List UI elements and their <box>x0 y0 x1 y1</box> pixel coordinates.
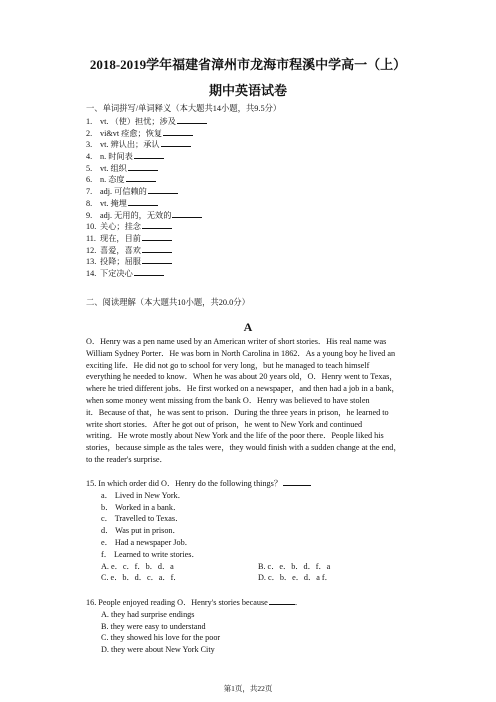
item-number: 14. <box>86 268 97 278</box>
question-15 <box>86 478 416 584</box>
answer-choice[interactable]: A. they had surprise endings <box>101 609 195 619</box>
question-stem: 16. People enjoyed reading O．Henry's stories because <box>86 598 268 607</box>
answer-blank[interactable] <box>126 174 156 182</box>
answer-choice[interactable]: B. they were easy to understand <box>101 621 206 631</box>
passage-line: everything he needed to know．When he was about 20 years old，O．Henry went to Texas， <box>86 372 398 382</box>
item-text: adj. 可信赖的 <box>100 187 147 197</box>
item-text: vt. 掩埋 <box>100 198 127 208</box>
answer-blank[interactable] <box>177 116 207 124</box>
item-number: 4. <box>86 152 93 162</box>
answer-blank[interactable] <box>148 186 178 194</box>
passage-heading: A <box>243 320 253 334</box>
item-text: vt. 辨认出；承认 <box>100 140 160 150</box>
reading-passage <box>86 336 416 466</box>
answer-choice[interactable]: A. e．c．f．b．d．a <box>101 561 174 571</box>
item-text: 喜爱，喜欢 <box>100 245 141 255</box>
answer-blank[interactable] <box>163 128 193 136</box>
answer-choice[interactable]: D. c．b．e．d．a f． <box>258 573 333 583</box>
item-text: 现在，目前 <box>100 233 141 243</box>
page-title-line1: 2018-2019学年福建省漳州市龙海市程溪中学高一（上） <box>89 57 407 72</box>
answer-choice[interactable]: D. they were about New York City <box>101 645 215 655</box>
answer-blank[interactable] <box>142 245 172 253</box>
passage-line: O．Henry was a pen name used by an American writer of short stories．His real name was <box>86 337 387 346</box>
item-number: 3. <box>86 140 93 150</box>
item-text: vt. （使）担忧；涉及 <box>100 117 176 126</box>
answer-blank[interactable] <box>128 163 158 171</box>
item-text: n. 时间表 <box>100 152 133 162</box>
vocab-item <box>86 186 416 198</box>
answer-blank[interactable] <box>142 256 172 264</box>
event-option: d． Was put in prison． <box>101 526 181 536</box>
item-number: 13. <box>86 257 97 267</box>
answer-choice[interactable]: B. c．e．b．d．f．a <box>258 561 331 571</box>
passage-line: stories，because simple as the tales were，they would finish with a sudden change at the end， <box>86 443 402 453</box>
item-text: 下定决心 <box>100 268 133 278</box>
vocab-item <box>86 116 416 128</box>
item-number: 1. <box>86 117 93 126</box>
event-option: f． Learned to write stories． <box>101 549 200 559</box>
answer-blank[interactable] <box>161 139 191 147</box>
event-option: e． Had a newspaper Job． <box>101 537 193 547</box>
item-text: n. 态度 <box>100 175 125 185</box>
item-number: 12. <box>86 245 97 255</box>
item-number: 9. <box>86 210 93 220</box>
section2-heading: 二、阅读理解（本大题共10小题，共20.0分） <box>86 298 250 307</box>
item-text: adj. 无用的，无效的 <box>100 210 172 220</box>
passage-line: writing．He wrote mostly about New York and the life of the poor there．People liked his <box>86 431 384 441</box>
event-option: b． Worked in a bank． <box>101 502 182 512</box>
answer-choice-row <box>86 561 416 573</box>
answer-blank[interactable] <box>142 233 172 241</box>
passage-line: write short stories．After he got out of prison，he went to New York and continued <box>86 419 363 429</box>
vocab-item <box>86 198 416 210</box>
answer-blank[interactable] <box>269 597 295 605</box>
item-number: 5. <box>86 163 93 173</box>
item-text: vt. 组织 <box>100 163 127 173</box>
vocab-item <box>86 245 416 257</box>
answer-blank[interactable] <box>128 198 158 206</box>
page-footer: 第1页，共22页 <box>223 684 273 693</box>
vocab-item <box>86 139 416 151</box>
passage-line: when some money went missing from the bank O．Henry was believed to have stolen <box>86 395 370 405</box>
vocab-item <box>86 256 416 268</box>
answer-blank[interactable] <box>134 268 164 276</box>
vocab-item <box>86 233 416 245</box>
passage-line: to the reader's surprise． <box>86 454 168 464</box>
passage-line: where he tried different jobs．He first worked on a newspaper，and then had a job in a bank， <box>86 384 400 394</box>
vocab-list <box>86 116 416 280</box>
vocab-item <box>86 268 416 280</box>
event-option: a． Lived in New York． <box>101 490 186 500</box>
item-text: 投降；屈服 <box>100 257 141 267</box>
answer-choice-row <box>86 572 416 584</box>
item-number: 6. <box>86 175 93 185</box>
item-number: 8. <box>86 198 93 208</box>
passage-line: exciting life．He did not go to school for very long，but he managed to teach himself <box>86 360 370 370</box>
item-number: 10. <box>86 222 97 232</box>
answer-blank[interactable] <box>142 221 172 229</box>
event-option: c． Travelled to Texas． <box>101 514 184 524</box>
passage-line: William Sydney Porter．He was born in North Carolina in 1862．As a young boy he lived an <box>86 348 396 358</box>
vocab-item <box>86 163 416 175</box>
answer-blank[interactable] <box>283 478 311 486</box>
question-16 <box>86 597 416 656</box>
passage-line: it．Because of that，he was sent to prison．During the three years in prison，he learned to <box>86 407 389 417</box>
vocab-item <box>86 210 416 222</box>
item-text: vi&vt 痊愈；恢复 <box>100 128 163 138</box>
item-number: 7. <box>86 187 93 197</box>
vocab-item <box>86 128 416 140</box>
section1-heading: 一、单词拼写/单词释义（本大题共14小题，共9.5分） <box>86 104 282 113</box>
item-number: 2. <box>86 128 93 138</box>
item-number: 11. <box>86 233 96 243</box>
question-stem: 15. In which order did O．Henry do the following things？ <box>86 479 283 488</box>
item-text: 关心；挂念 <box>100 222 141 232</box>
vocab-item <box>86 221 416 233</box>
vocab-item <box>86 151 416 163</box>
answer-choice[interactable]: C. e．b．d．c．a．f． <box>101 573 182 583</box>
vocab-item <box>86 174 416 186</box>
answer-blank[interactable] <box>134 151 164 159</box>
answer-blank[interactable] <box>172 210 202 218</box>
page-title-line2: 期中英语试卷 <box>208 83 287 98</box>
answer-choice[interactable]: C. they showed his love for the poor <box>101 633 221 643</box>
stem-end: ． <box>294 598 303 607</box>
